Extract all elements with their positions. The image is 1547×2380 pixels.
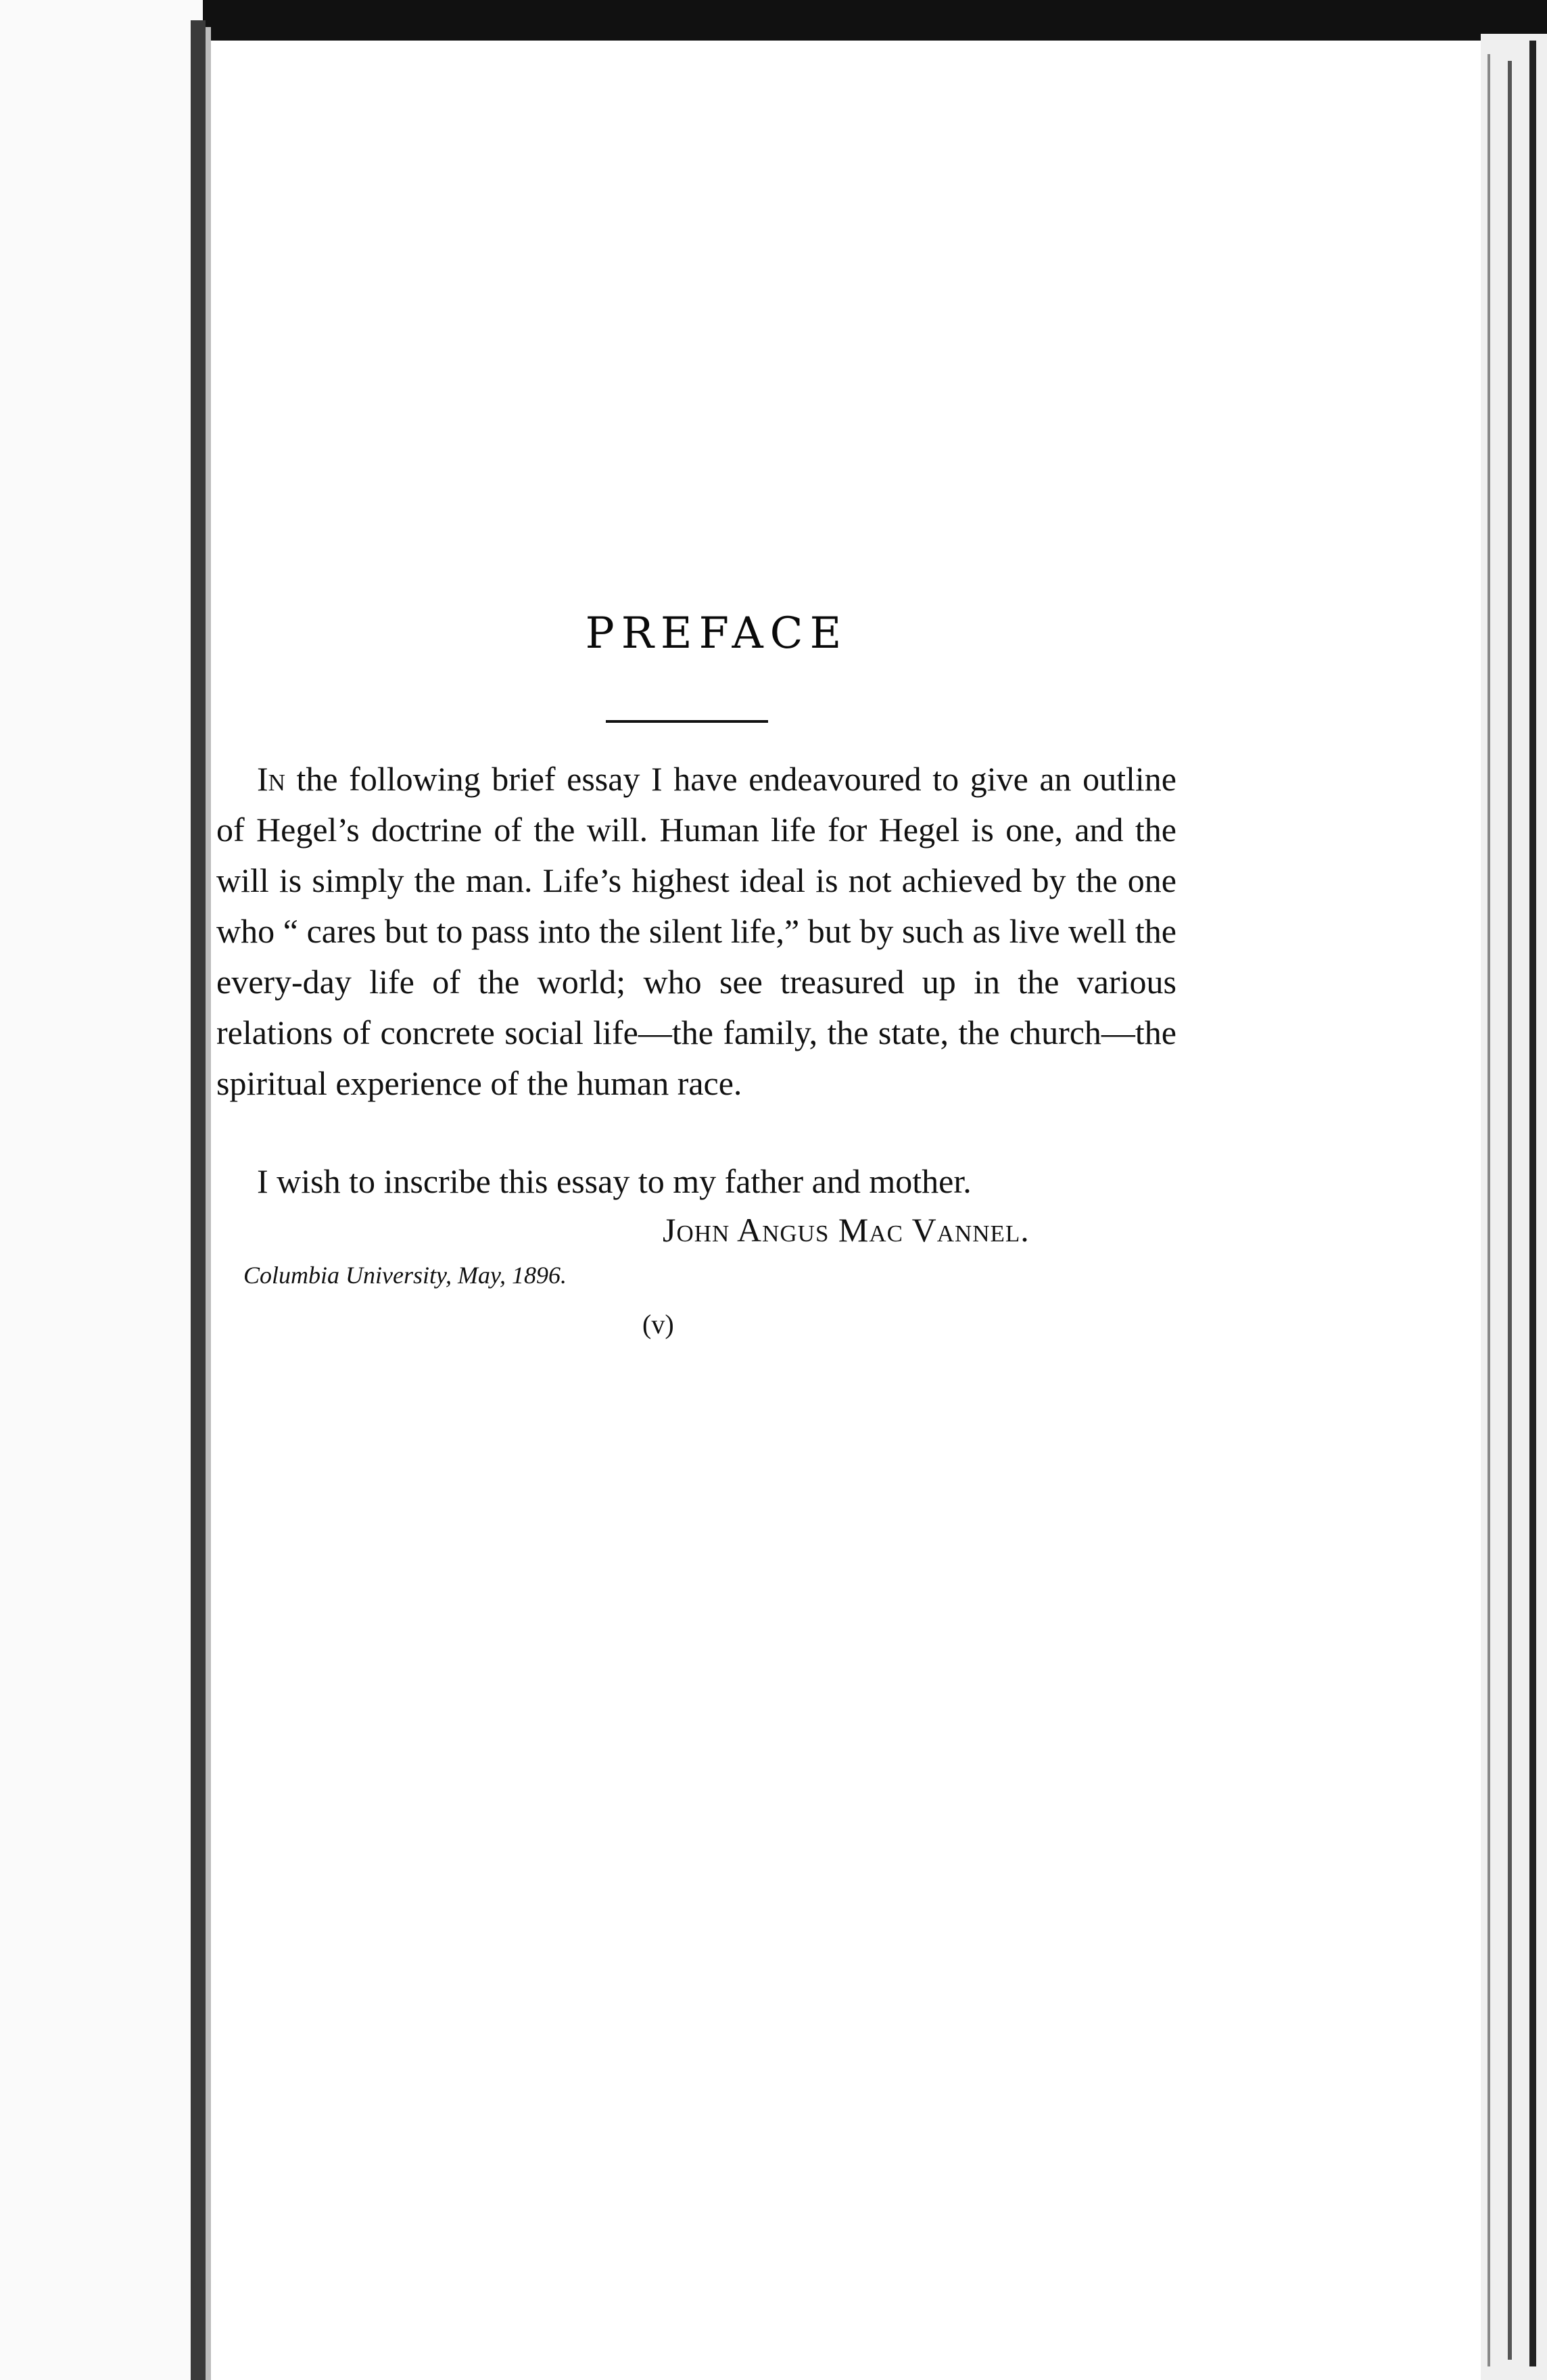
page-edge-line bbox=[1488, 54, 1490, 2366]
preface-paragraph bbox=[216, 754, 1176, 1109]
page-edge-line bbox=[1508, 61, 1512, 2360]
left-page-edge bbox=[0, 0, 203, 2380]
page-title: PREFACE bbox=[585, 609, 849, 659]
gutter-shadow bbox=[206, 27, 211, 2380]
title-rule bbox=[606, 720, 768, 723]
right-page-edges bbox=[1481, 34, 1547, 2380]
page-edge-line bbox=[1529, 41, 1536, 2366]
paragraph-text: the following brief essay I have endeavoured to give an outline of Hegel’s doctrine of the will. Human life for Hegel is one, and the will is simply the man. Life’s highest ideal is not achieved by the one who “ cares but to pass into the silent life,” but by such as live well the every-day life of the world; who see treasured up in the various relations of concrete social life—the family, the state, the church—the spiritual experience of the human race. bbox=[216, 760, 1176, 1102]
dateline: Columbia University, May, 1896. bbox=[243, 1262, 567, 1289]
book-spine-gutter bbox=[191, 20, 206, 2380]
page-number: (v) bbox=[642, 1309, 674, 1339]
preface-body bbox=[216, 754, 1176, 1109]
paragraph-lead: In bbox=[257, 760, 285, 798]
dedication: I wish to inscribe this essay to my father and mother. bbox=[257, 1162, 972, 1200]
author-signature: John Angus Mac Vannel. bbox=[663, 1211, 1030, 1249]
